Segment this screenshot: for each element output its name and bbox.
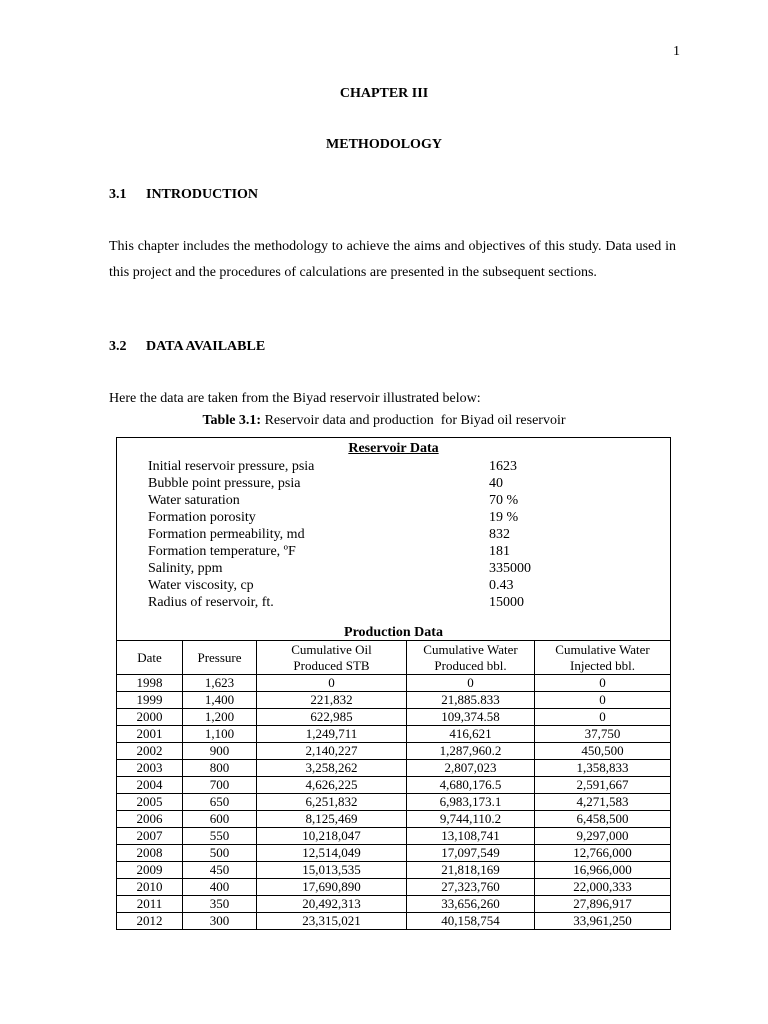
pressure-cell: 450: [183, 862, 257, 879]
table-row: [117, 675, 671, 692]
cumulative-water-injected-cell: 37,750: [535, 726, 671, 743]
cumulative-water-injected-cell: 22,000,333: [535, 879, 671, 896]
reservoir-parameter-label: Bubble point pressure, psia: [148, 476, 301, 491]
reservoir-parameter-value: 335000: [489, 561, 531, 576]
section-heading-data-available: [109, 339, 265, 355]
pressure-cell: 1,400: [183, 692, 257, 709]
cumulative-water-injected-cell: 6,458,500: [535, 811, 671, 828]
date-cell: 2006: [117, 811, 183, 828]
cumulative-water-produced-cell: 33,656,260: [407, 896, 535, 913]
cumulative-water-produced-cell: 21,818,169: [407, 862, 535, 879]
cumulative-oil-cell: 20,492,313: [257, 896, 407, 913]
date-cell: 2011: [117, 896, 183, 913]
reservoir-parameter-label: Formation temperature, ºF: [148, 544, 296, 559]
date-cell: 1999: [117, 692, 183, 709]
cumulative-water-injected-cell: 16,966,000: [535, 862, 671, 879]
pressure-cell: 500: [183, 845, 257, 862]
cumulative-oil-cell: 8,125,469: [257, 811, 407, 828]
reservoir-parameter-value: 19 %: [489, 510, 519, 525]
cumulative-oil-cell: 12,514,049: [257, 845, 407, 862]
pressure-cell: 1,200: [183, 709, 257, 726]
date-cell: 2009: [117, 862, 183, 879]
date-cell: 2001: [117, 726, 183, 743]
reservoir-parameter-value: 70 %: [489, 493, 519, 508]
cumulative-water-injected-cell: 2,591,667: [535, 777, 671, 794]
cumulative-oil-cell: 6,251,832: [257, 794, 407, 811]
header-line: Cumulative Water: [423, 641, 518, 657]
cumulative-water-injected-column-header: [535, 641, 671, 675]
table-row: [117, 828, 671, 845]
cumulative-oil-cell: 1,249,711: [257, 726, 407, 743]
cumulative-water-injected-cell: 27,896,917: [535, 896, 671, 913]
section-heading-introduction: [109, 187, 258, 203]
cumulative-water-produced-cell: 13,108,741: [407, 828, 535, 845]
section-number: 3.1: [109, 187, 127, 202]
table-caption-text: Reservoir data and production for Biyad oil reservoir: [261, 413, 566, 428]
cumulative-water-injected-cell: 33,961,250: [535, 913, 671, 930]
table-row: [117, 777, 671, 794]
reservoir-data-title: Reservoir Data: [348, 441, 439, 456]
chapter-title: METHODOLOGY: [326, 137, 442, 152]
reservoir-parameter-value: 40: [489, 476, 503, 491]
reservoir-parameter-label: Water saturation: [148, 493, 240, 508]
reservoir-parameter-value: 15000: [489, 595, 524, 610]
cumulative-water-produced-cell: 2,807,023: [407, 760, 535, 777]
cumulative-water-produced-cell: 40,158,754: [407, 913, 535, 930]
header-line: Cumulative Water: [555, 641, 650, 657]
table-row: [117, 760, 671, 777]
page-number: 1: [673, 44, 680, 59]
cumulative-water-injected-cell: 9,297,000: [535, 828, 671, 845]
table-row: [117, 811, 671, 828]
pressure-cell: 700: [183, 777, 257, 794]
section-title: DATA AVAILABLE: [146, 339, 266, 354]
table-row: [117, 692, 671, 709]
reservoir-parameter-value: 1623: [489, 459, 517, 474]
table-row: [117, 726, 671, 743]
cumulative-water-produced-cell: 416,621: [407, 726, 535, 743]
cumulative-water-produced-cell: 0: [407, 675, 535, 692]
production-data-table: [116, 640, 671, 930]
date-cell: 2010: [117, 879, 183, 896]
cumulative-water-injected-cell: 1,358,833: [535, 760, 671, 777]
reservoir-parameter-label: Salinity, ppm: [148, 561, 223, 576]
table-row: [117, 845, 671, 862]
cumulative-oil-cell: 17,690,890: [257, 879, 407, 896]
date-cell: 2003: [117, 760, 183, 777]
pressure-cell: 600: [183, 811, 257, 828]
pressure-cell: 1,100: [183, 726, 257, 743]
table-row: [117, 862, 671, 879]
pressure-cell: 650: [183, 794, 257, 811]
introduction-paragraph: This chapter includes the methodology to achieve the aims and objectives of this study. Data used in this project and the procedures of calculations are presented in the subsequent sections.: [109, 239, 676, 280]
section-title: INTRODUCTION: [146, 187, 259, 202]
pressure-cell: 300: [183, 913, 257, 930]
cumulative-water-injected-cell: 0: [535, 675, 671, 692]
date-cell: 2004: [117, 777, 183, 794]
reservoir-parameter-label: Formation permeability, md: [148, 527, 305, 542]
reservoir-parameter-label: Water viscosity, cp: [148, 578, 254, 593]
table-row: [117, 896, 671, 913]
table-caption: [0, 413, 768, 429]
cumulative-oil-cell: 221,832: [257, 692, 407, 709]
reservoir-parameter-value: 0.43: [489, 578, 514, 593]
header-line: Injected bbl.: [570, 657, 635, 673]
header-line: Produced bbl.: [434, 657, 507, 673]
reservoir-parameter-value: 181: [489, 544, 510, 559]
section-number: 3.2: [109, 339, 127, 354]
table-row: [117, 743, 671, 760]
data-available-paragraph: Here the data are taken from the Biyad reservoir illustrated below:: [109, 391, 481, 406]
table-row: [117, 879, 671, 896]
date-cell: 2008: [117, 845, 183, 862]
cumulative-oil-cell: 0: [257, 675, 407, 692]
cumulative-water-produced-cell: 9,744,110.2: [407, 811, 535, 828]
cumulative-oil-cell: 15,013,535: [257, 862, 407, 879]
cumulative-water-produced-cell: 17,097,549: [407, 845, 535, 862]
table-header-row: [117, 641, 671, 675]
production-data-title: Production Data: [344, 625, 443, 640]
pressure-cell: 350: [183, 896, 257, 913]
pressure-cell: 800: [183, 760, 257, 777]
pressure-cell: 550: [183, 828, 257, 845]
date-cell: 2000: [117, 709, 183, 726]
table-caption-label: Table 3.1:: [202, 413, 262, 428]
production-table-body: [117, 675, 671, 930]
cumulative-water-produced-cell: 109,374.58: [407, 709, 535, 726]
date-cell: 2012: [117, 913, 183, 930]
cumulative-water-produced-cell: 1,287,960.2: [407, 743, 535, 760]
cumulative-oil-cell: 2,140,227: [257, 743, 407, 760]
reservoir-parameter-value: 832: [489, 527, 510, 542]
cumulative-water-produced-cell: 21,885.833: [407, 692, 535, 709]
reservoir-parameter-label: Initial reservoir pressure, psia: [148, 459, 315, 474]
date-cell: 2005: [117, 794, 183, 811]
table-row: [117, 794, 671, 811]
chapter-heading: CHAPTER III: [339, 86, 429, 101]
cumulative-oil-column-header: [257, 641, 407, 675]
cumulative-oil-cell: 622,985: [257, 709, 407, 726]
cumulative-oil-cell: 10,218,047: [257, 828, 407, 845]
date-cell: 2002: [117, 743, 183, 760]
cumulative-water-produced-cell: 4,680,176.5: [407, 777, 535, 794]
cumulative-oil-cell: 4,626,225: [257, 777, 407, 794]
cumulative-water-produced-cell: 27,323,760: [407, 879, 535, 896]
cumulative-oil-cell: 23,315,021: [257, 913, 407, 930]
cumulative-water-produced-cell: 6,983,173.1: [407, 794, 535, 811]
reservoir-data-box: [116, 437, 671, 641]
pressure-cell: 400: [183, 879, 257, 896]
cumulative-water-produced-column-header: [407, 641, 535, 675]
date-column-header: Date: [117, 641, 183, 675]
header-line: Produced STB: [293, 657, 370, 673]
cumulative-water-injected-cell: 12,766,000: [535, 845, 671, 862]
cumulative-water-injected-cell: 4,271,583: [535, 794, 671, 811]
pressure-cell: 900: [183, 743, 257, 760]
header-line: Cumulative Oil: [291, 641, 372, 657]
cumulative-oil-cell: 3,258,262: [257, 760, 407, 777]
table-row: [117, 913, 671, 930]
reservoir-parameter-label: Radius of reservoir, ft.: [148, 595, 274, 610]
table-row: [117, 709, 671, 726]
date-cell: 2007: [117, 828, 183, 845]
reservoir-parameter-label: Formation porosity: [148, 510, 256, 525]
cumulative-water-injected-cell: 450,500: [535, 743, 671, 760]
cumulative-water-injected-cell: 0: [535, 709, 671, 726]
pressure-cell: 1,623: [183, 675, 257, 692]
pressure-column-header: Pressure: [183, 641, 257, 675]
cumulative-water-injected-cell: 0: [535, 692, 671, 709]
date-cell: 1998: [117, 675, 183, 692]
